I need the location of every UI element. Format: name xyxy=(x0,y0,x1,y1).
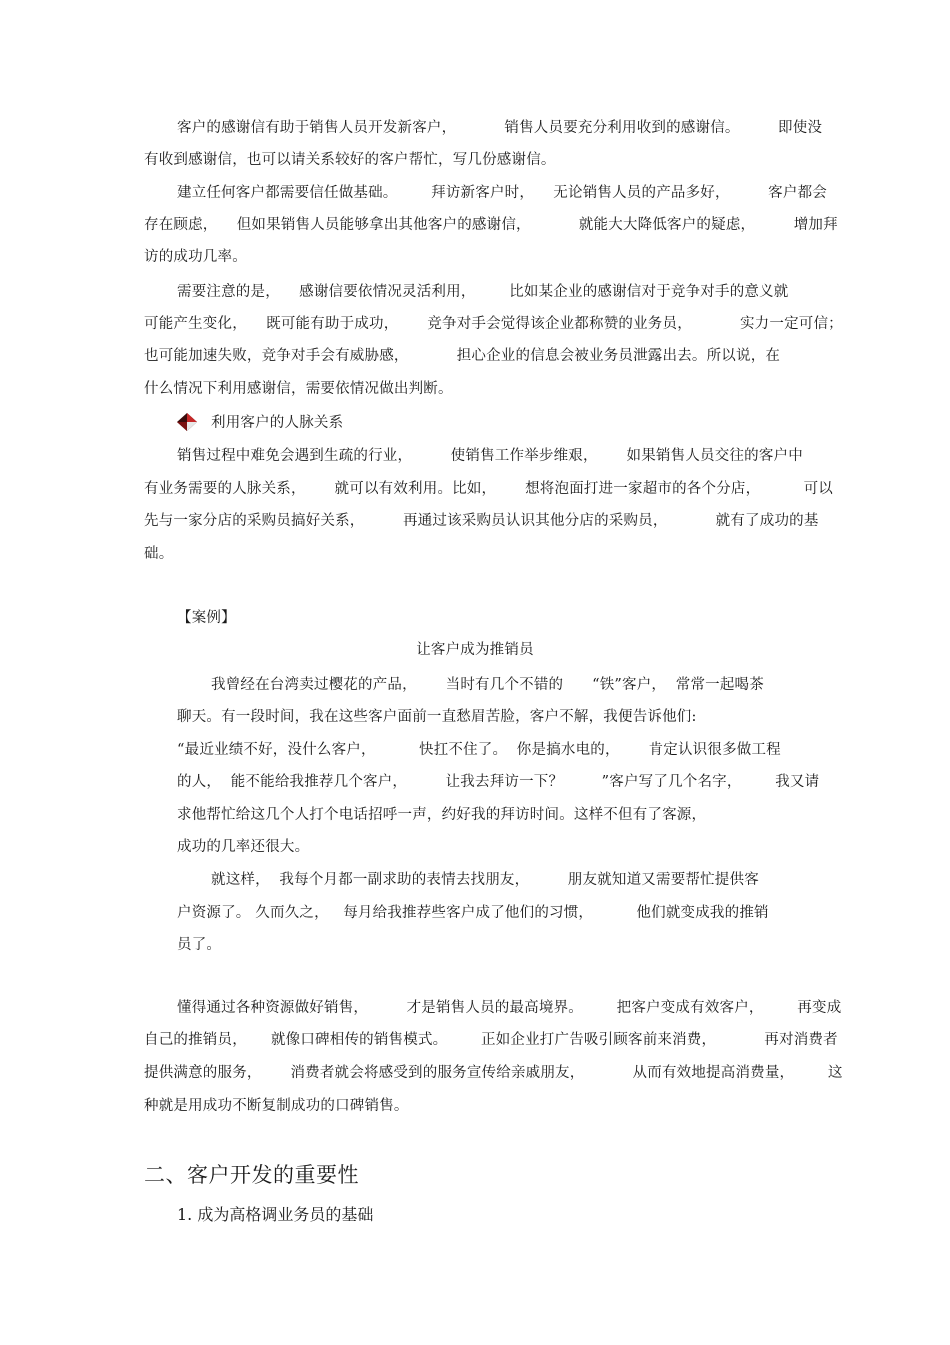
paragraph-line: 自己的推销员， 就像口碑相传的销售模式。 正如企业打广告吸引顾客前来消费， 再对消费者 xyxy=(144,1032,838,1048)
paragraph-line: 种就是用成功不断复制成功的口碑销售。 xyxy=(144,1098,409,1114)
case-line: 就这样， 我每个月都一副求助的表情去找朋友， 朋友就知道又需要帮忙提供客 xyxy=(211,872,759,888)
bullet-item-label: 利用客户的人脉关系 xyxy=(211,415,344,431)
paragraph-line: 客户的感谢信有助于销售人员开发新客户， 销售人员要充分利用收到的感谢信。 即使没 xyxy=(177,120,823,136)
paragraph-line: 销售过程中难免会遇到生疏的行业， 使销售工作举步维艰， 如果销售人员交往的客户中 xyxy=(177,448,803,464)
case-title: 让客户成为推销员 xyxy=(416,642,534,658)
diamond-bullet-icon xyxy=(176,412,198,432)
paragraph-line: 访的成功几率。 xyxy=(144,249,247,265)
case-line: 户资源了。 久而久之， 每月给我推荐些客户成了他们的习惯， 他们就变成我的推销 xyxy=(177,905,769,921)
case-tag: 【案例】 xyxy=(177,610,236,626)
section-subheading: 1. 成为高格调业务员的基础 xyxy=(177,1205,374,1224)
case-line: 我曾经在台湾卖过樱花的产品， 当时有几个不错的 “铁”客户， 常常一起喝茶 xyxy=(211,677,764,693)
case-line: 求他帮忙给这几个人打个电话招呼一声，约好我的拜访时间。这样不但有了客源， xyxy=(177,807,707,823)
paragraph-line: 也可能加速失败，竞争对手会有威胁感， 担心企业的信息会被业务员泄露出去。所以说，在 xyxy=(144,348,781,364)
paragraph-line: 需要注意的是， 感谢信要依情况灵活利用， 比如某企业的感谢信对于竞争对手的意义就 xyxy=(177,284,789,300)
case-line: 员了。 xyxy=(177,937,222,953)
paragraph-line: 存在顾虑， 但如果销售人员能够拿出其他客户的感谢信， 就能大大降低客户的疑虑， 增加拜 xyxy=(144,217,838,233)
paragraph-line: 提供满意的服务， 消费者就会将感受到的服务宣传给亲戚朋友， 从而有效地提高消费量， 这 xyxy=(144,1065,843,1081)
paragraph-line: 先与一家分店的采购员搞好关系， 再通过该采购员认识其他分店的采购员， 就有了成功的基 xyxy=(144,513,819,529)
case-line: “最近业绩不好，没什么客户， 快扛不住了。 你是搞水电的， 肯定认识很多做工程 xyxy=(177,742,781,758)
case-line: 成功的几率还很大。 xyxy=(177,839,310,855)
paragraph-line: 可能产生变化， 既可能有助于成功， 竞争对手会觉得该企业都称赞的业务员， 实力一定可信； xyxy=(144,316,843,332)
paragraph-line: 础。 xyxy=(144,546,174,562)
paragraph-line: 有收到感谢信，也可以请关系较好的客户帮忙，写几份感谢信。 xyxy=(144,152,556,168)
paragraph-line: 有业务需要的人脉关系， 就可以有效利用。比如， 想将泡面打进一家超市的各个分店， 可以 xyxy=(144,481,833,497)
case-line: 的人， 能不能给我推荐几个客户， 让我去拜访一下？ ”客户写了几个名字， 我又请 xyxy=(177,774,820,790)
paragraph-line: 建立任何客户都需要信任做基础。 拜访新客户时， 无论销售人员的产品多好， 客户都会 xyxy=(177,185,827,201)
section-heading: 二、客户开发的重要性 xyxy=(144,1163,359,1187)
case-line: 聊天。有一段时间，我在这些客户面前一直愁眉苦脸，客户不解，我便告诉他们: xyxy=(177,709,697,725)
paragraph-line: 懂得通过各种资源做好销售， 才是销售人员的最高境界。 把客户变成有效客户， 再变成 xyxy=(177,1000,842,1016)
paragraph-line: 什么情况下利用感谢信，需要依情况做出判断。 xyxy=(144,381,453,397)
